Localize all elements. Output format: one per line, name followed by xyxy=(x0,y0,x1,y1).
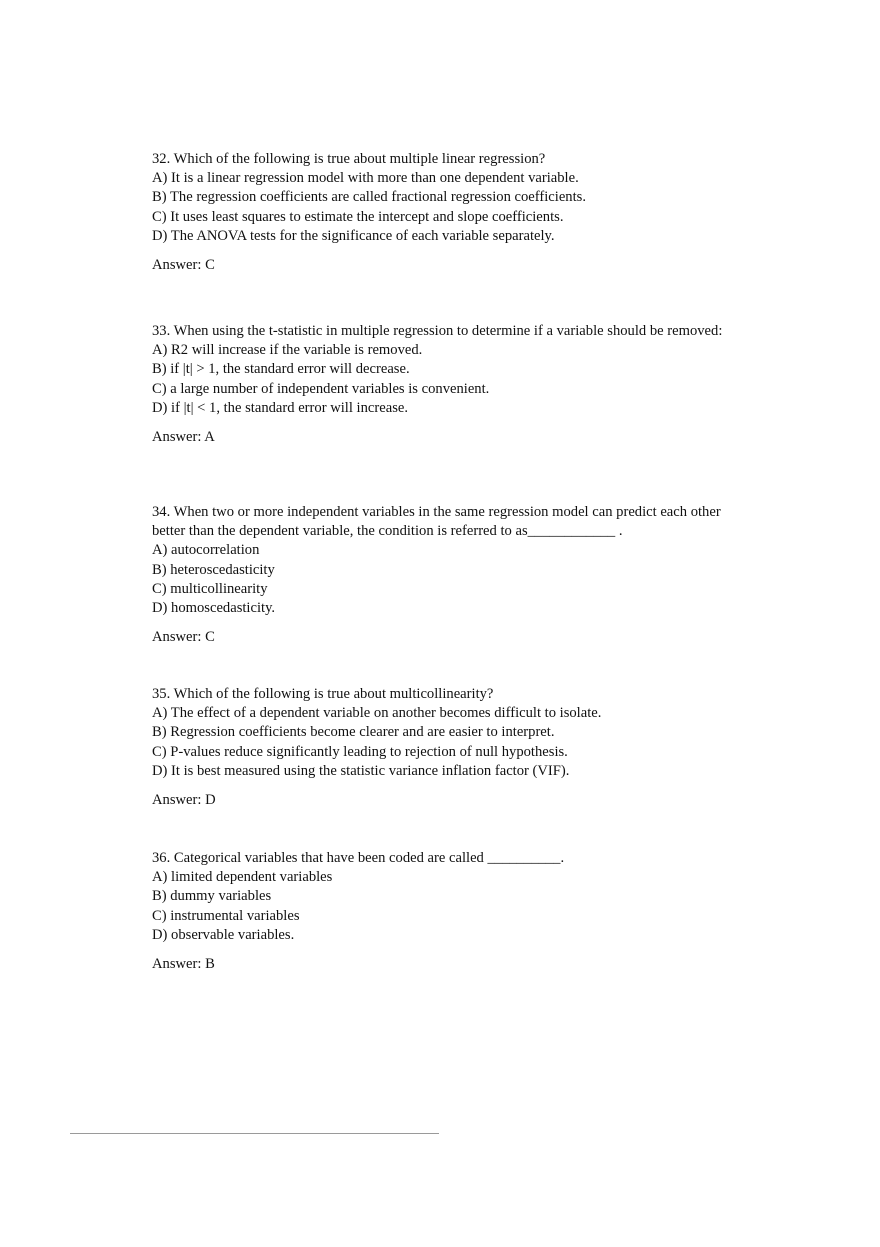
option-a: A) limited dependent variables xyxy=(152,869,333,886)
footer-divider xyxy=(70,1133,439,1134)
question-34 xyxy=(152,503,732,647)
question-text: 33. When using the t-statistic in multiple regression to determine if a variable should be removed: xyxy=(152,323,723,339)
option-d: D) The ANOVA tests for the significance of each variable separately. xyxy=(152,227,555,244)
option-b: B) Regression coefficients become clearer and are easier to interpret. xyxy=(152,724,555,741)
option-d: D) It is best measured using the statistic variance inflation factor (VIF). xyxy=(152,762,570,779)
option-c: C) a large number of independent variables is convenient. xyxy=(152,380,490,397)
question-text: 32. Which of the following is true about multiple linear regression? xyxy=(152,151,546,167)
answer-line: Answer: C xyxy=(152,257,215,274)
option-b: B) dummy variables xyxy=(152,888,272,905)
option-b: B) if |t| > 1, the standard error will decrease. xyxy=(152,361,410,378)
option-c: C) It uses least squares to estimate the intercept and slope coefficients. xyxy=(152,208,564,225)
option-a: A) The effect of a dependent variable on another becomes difficult to isolate. xyxy=(152,705,602,722)
answer-line: Answer: C xyxy=(152,629,215,646)
question-text: 35. Which of the following is true about multicollinearity? xyxy=(152,686,494,702)
option-c: C) instrumental variables xyxy=(152,907,300,924)
option-d: D) if |t| < 1, the standard error will increase. xyxy=(152,399,408,416)
answer-line: Answer: B xyxy=(152,956,215,973)
question-35 xyxy=(152,685,732,810)
option-a: A) R2 will increase if the variable is removed. xyxy=(152,342,423,359)
question-36 xyxy=(152,849,732,974)
question-33 xyxy=(152,322,732,447)
question-text: 36. Categorical variables that have been coded are called __________. xyxy=(152,850,565,866)
question-32 xyxy=(152,150,732,275)
option-b: B) heteroscedasticity xyxy=(152,561,275,578)
option-d: D) observable variables. xyxy=(152,926,295,943)
answer-line: Answer: A xyxy=(152,429,215,446)
option-c: C) P-values reduce significantly leading to rejection of null hypothesis. xyxy=(152,743,568,760)
option-b: B) The regression coefficients are called fractional regression coefficients. xyxy=(152,189,586,206)
answer-line: Answer: D xyxy=(152,792,216,809)
option-a: A) It is a linear regression model with more than one dependent variable. xyxy=(152,170,579,187)
option-d: D) homoscedasticity. xyxy=(152,600,276,617)
question-text: 34. When two or more independent variables in the same regression model can predict each other better than the dependent variable, the condition is referred to as____________ . xyxy=(152,504,721,540)
option-a: A) autocorrelation xyxy=(152,542,260,559)
option-c: C) multicollinearity xyxy=(152,580,268,597)
